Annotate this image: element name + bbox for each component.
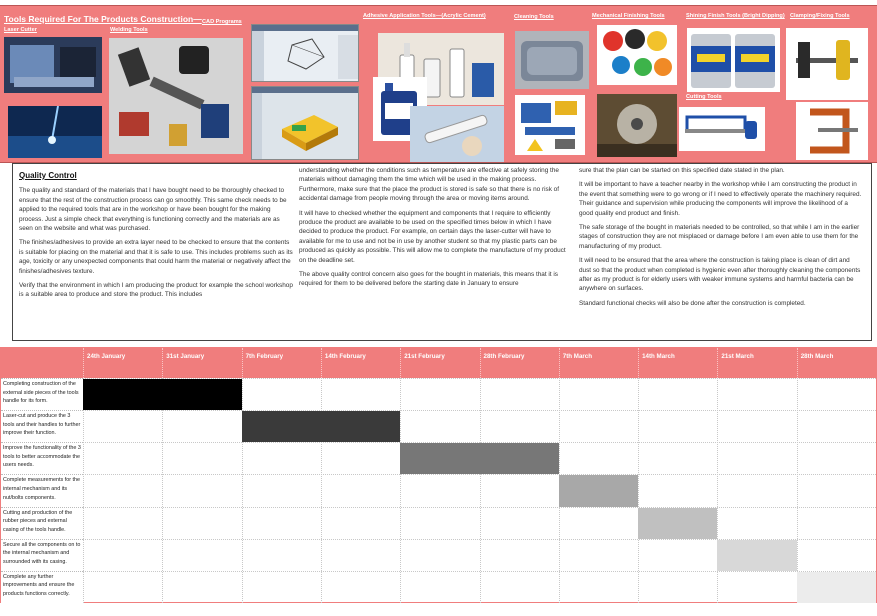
qc-column-3	[579, 166, 863, 313]
gantt-grid-line	[400, 378, 401, 603]
welding-tools-label: Welding Tools	[110, 27, 148, 33]
gantt-grid-line	[83, 378, 84, 603]
cleaning-cloth-image	[515, 31, 589, 89]
qc-paragraph: It will have to checked whether the equipment and components that I require to efficiently produce the product are available to be used on the specified times below in which I have decided to produce the product. For example, on certain days the laser-cutter will have to available for me to use and not be in use by another student so that my plastic parts can be produced as quickly as possible. This will allow me to complete the manufacture of my product on the deadline set.	[299, 209, 566, 264]
qc-paragraph: It will be important to have a teacher nearby in the workshop while I am constructing the product in the event that something were to go wrong or if I need to effectively operate the machinery required. Their guidance and supervision while producing the components will improve the likelihood of a good quality end product and finish.	[579, 181, 862, 217]
g-clamp-image	[796, 102, 868, 160]
gantt-task-label: Laser-cut and produce the 3 tools and their handles to further improve their function.	[1, 410, 83, 442]
laser-beam-image	[8, 106, 102, 158]
gantt-week-header: 24th January	[83, 348, 162, 378]
qc-paragraph: understanding whether the conditions such as temperature are effective at safely storing the materials without damaging them the time which will be used in the making process. Furthermore, make sure that the place the product is stored is safe so that there is no risk of accidental damage from people moving through the area or moving items around.	[299, 167, 560, 203]
qc-paragraph: The safe storage of the bought in materials needed to be controlled, so that while I am in the earlier stages of construction they are not misplaced or damage before I am even able to use them for the manufacturing of my product.	[579, 224, 860, 250]
gantt-task-bar	[559, 475, 638, 506]
banner-title: Tools Required For The Products Construction—	[4, 14, 202, 24]
gantt-week-header: 21st February	[400, 348, 479, 378]
welding-tools-image	[109, 38, 243, 154]
gantt-week-header: 21st March	[717, 348, 796, 378]
qc-paragraph: The above quality control concern also goes for the bought in materials, this means that it is required for them to be delivered before the starting date in January to ensure	[299, 271, 558, 288]
gantt-task-bar	[797, 572, 876, 603]
cutting-tools-label: Cutting Tools	[686, 94, 722, 100]
gantt-task-label: Improve the functionality of the 3 tools to better accommodate the users needs.	[1, 442, 83, 474]
quality-control-panel	[12, 163, 872, 341]
qc-title: Quality Control	[19, 171, 77, 180]
shining-tools-label: Shining Finish Tools (Bright Dipping)	[686, 13, 785, 19]
gantt-grid-line	[83, 410, 876, 411]
cad-model-image	[251, 86, 359, 160]
adhesive-applicator-image	[410, 106, 504, 162]
cad-software-image	[251, 24, 359, 82]
gantt-task-bar	[717, 540, 796, 571]
gantt-grid-line	[480, 378, 481, 603]
qc-paragraph: It will need to be ensured that the area where the construction is taking place is clean of dirt and dust so that the product when completed is hygienic even after thoroughly cleaning the components after as my product is for elderly users with weaker immune systems and harmful bacteria can be anywhere on surfaces.	[579, 257, 861, 293]
gantt-task-bar	[638, 508, 717, 539]
bench-grinder-image	[597, 94, 677, 157]
qc-paragraph: The quality and standard of the materials that I have bought need to be thoroughly checked to ensure that the rest of the construction process can go smoothly. This same check needs to be applied to the required tools that are in the workshop or have been bought for the making process. Just a simple check that everything is functioning correctly and the materials are as seen on the website and what was purchased.	[19, 187, 287, 233]
laser-cutter-label: Laser Cutter	[4, 27, 37, 33]
gantt-grid-line	[83, 571, 876, 572]
quick-clamp-image	[786, 28, 868, 100]
gantt-task-label: Complete measurements for the internal mechanism and its nut/bolts components.	[1, 474, 83, 506]
gantt-week-header: 31st January	[162, 348, 241, 378]
gantt-week-header: 28th February	[480, 348, 559, 378]
gantt-week-header: 7th March	[559, 348, 638, 378]
bright-dipping-cans-image	[687, 28, 780, 92]
gantt-grid-line	[83, 507, 876, 508]
hacksaw-image	[679, 107, 765, 151]
polishing-pads-image	[597, 25, 677, 85]
gantt-task-label: Cutting and production of the rubber pieces and external casing of the tools handle.	[1, 507, 83, 539]
gantt-grid-line	[638, 378, 639, 603]
gantt-week-header: 14th March	[638, 348, 717, 378]
cleaning-kit-image	[515, 95, 585, 155]
gantt-task-label: Completing construction of the external side pieces of the tools handle for its form.	[1, 378, 83, 410]
qc-column-1	[19, 166, 295, 305]
qc-paragraph: The finishes/adhesives to provide an extra layer need to be checked to ensure that the contents is suitable for placing on the material and that it is safe to use. This includes problems such as its age, toxicity or any unexpected components that could harm the material or negatively affect the finishes/adhesives texture.	[19, 239, 293, 275]
gantt-chart	[0, 347, 877, 603]
gantt-task-bar	[83, 379, 242, 410]
gantt-grid-line	[83, 474, 876, 475]
gantt-grid-line	[162, 378, 163, 603]
gantt-task-bar	[242, 411, 401, 442]
gantt-week-header: 7th February	[242, 348, 321, 378]
clamping-tools-label: Clamping/Fixing Tools	[790, 13, 850, 19]
qc-column-2	[299, 166, 571, 294]
tools-banner	[0, 5, 877, 163]
finishing-tools-label: Mechanical Finishing Tools	[592, 13, 665, 19]
adhesive-tools-label: Adhesive Application Tools—(Acrylic Cement)	[363, 13, 486, 19]
cad-programs-label: CAD Programs	[202, 19, 242, 25]
qc-paragraph: sure that the plan can be started on this specified date stated in the plan.	[579, 167, 785, 174]
cleaning-tools-label: Cleaning Tools	[514, 14, 554, 20]
qc-paragraph: Verify that the environment in which I am producing the product for example the school workshop is a suitable area to produce and store the product. This includes	[19, 282, 293, 299]
gantt-task-label: Secure all the components on to the internal mechanism and surrounded with its casing.	[1, 539, 83, 571]
laser-cutter-image	[4, 37, 102, 93]
gantt-grid-line	[797, 378, 798, 603]
gantt-task-label: Complete any further improvements and ensure the products functions correctly.	[1, 571, 83, 603]
qc-paragraph: Standard functional checks will also be done after the construction is completed.	[579, 299, 806, 307]
gantt-week-header: 28th March	[797, 348, 876, 378]
gantt-task-bar	[400, 443, 559, 474]
gantt-week-header: 14th February	[321, 348, 400, 378]
